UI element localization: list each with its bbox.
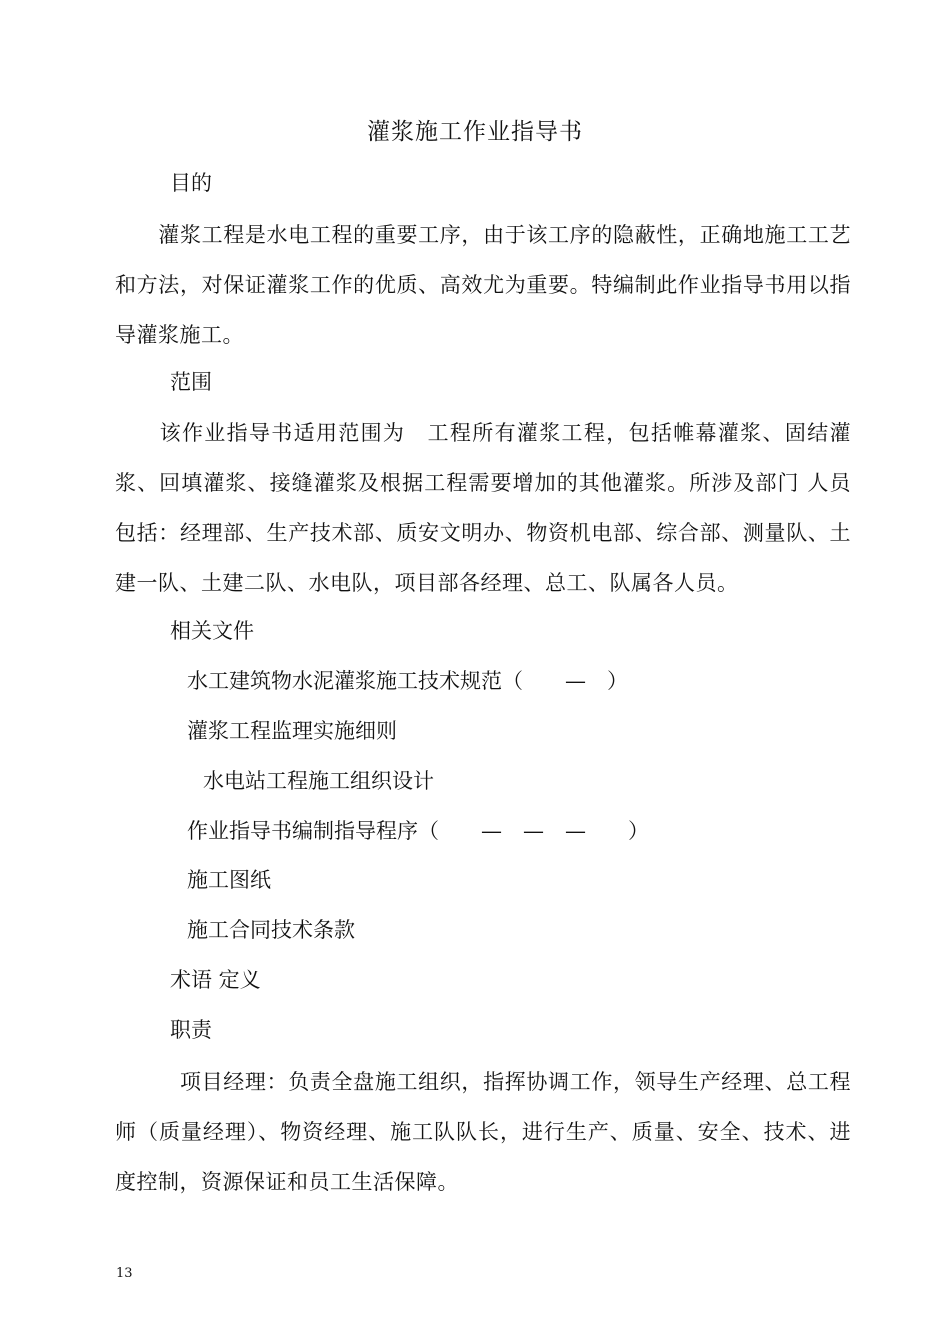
reference-item: 作业指导书编制指导程序（ — — — ） [187,819,649,843]
page-number: 13 [116,1266,133,1281]
duties-paragraph: 项目经理：负责全盘施工组织，指挥协调工作，领导生产经理、总工程师（质量经理）、物资经理、施工队队长，进行生产、质量、安全、技术、进度控制，资源保证和员工生活保障。 [115,1070,851,1194]
terms-heading: 术语 定义 [170,968,261,992]
document-title: 灌浆施工作业指导书 [367,119,583,145]
reference-item: 灌浆工程监理实施细则 [187,719,397,743]
reference-item: 施工图纸 [187,868,271,892]
references-heading: 相关文件 [170,619,254,643]
purpose-paragraph: 灌浆工程是水电工程的重要工序，由于该工序的隐蔽性，正确地施工工艺和方法，对保证灌浆工作的优质、高效尤为重要。特编制此作业指导书用以指导灌浆施工。 [115,223,851,347]
reference-item: 施工合同技术条款 [187,918,355,942]
scope-heading: 范围 [170,370,212,394]
reference-item: 水电站工程施工组织设计 [203,769,434,793]
scope-paragraph: 该作业指导书适用范围为 工程所有灌浆工程，包括帷幕灌浆、固结灌浆、回填灌浆、接缝灌浆及根据工程需要增加的其他灌浆。所涉及部门 人员包括：经理部、生产技术部、质安文明办、物资机电部、综合部、测量队、土建一队、土建二队、水电队，项目部各经理、总工、队属各人员。 [115,421,851,595]
purpose-heading: 目的 [170,171,212,195]
reference-item: 水工建筑物水泥灌浆施工技术规范（ — ） [187,669,628,693]
duties-heading: 职责 [170,1018,212,1042]
